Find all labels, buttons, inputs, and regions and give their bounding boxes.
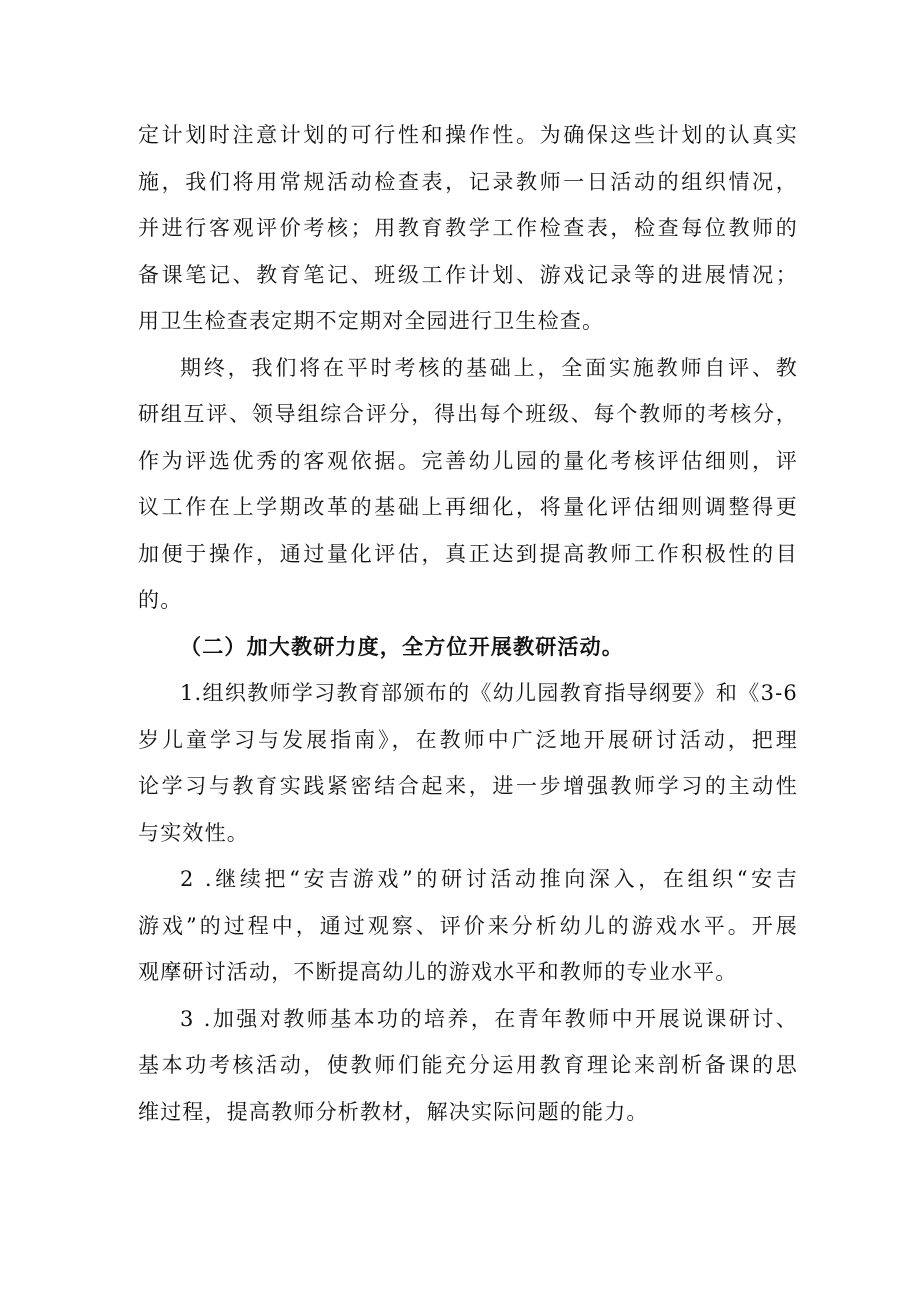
paragraph-line: 基本功考核活动，使教师们能充分运用教育理论来剖析备课的思	[138, 1053, 798, 1077]
paragraph-line: 2 .继续把“安吉游戏”的研讨活动推向深入，在组织“安吉	[180, 867, 798, 891]
paragraph-line: 观摩研讨活动，不断提高幼儿的游戏水平和教师的专业水平。	[138, 960, 738, 984]
paragraph-line: 3 .加强对教师基本功的培养，在青年教师中开展说课研讨、	[180, 1006, 798, 1031]
paragraph-line: 备课笔记、教育笔记、班级工作计划、游戏记录等的进展情况；	[138, 262, 798, 287]
paragraph-line: 论学习与教育实践紧密结合起来，进一步增强教师学习的主动性	[138, 774, 798, 798]
paragraph-line: 期终，我们将在平时考核的基础上，全面实施教师自评、教	[180, 355, 798, 380]
paragraph-line: 游戏”的过程中，通过观察、评价来分析幼儿的游戏水平。开展	[138, 913, 798, 938]
paragraph-line: 作为评选优秀的客观依据。完善幼儿园的量化考核评估细则，评	[138, 448, 798, 473]
paragraph-line: 研组互评、领导组综合评分，得出每个班级、每个教师的考核分，	[138, 402, 798, 426]
paragraph-line: 并进行客观评价考核；用教育教学工作检查表，检查每位教师的	[138, 216, 798, 240]
paragraph-line: 维过程，提高教师分析教材，解决实际问题的能力。	[138, 1099, 649, 1124]
section-heading: （二）加大教研力度，全方位开展教研活动。	[180, 633, 624, 659]
paragraph-line: 岁儿童学习与发展指南》，在教师中广泛地开展研讨活动，把理	[138, 727, 798, 752]
paragraph-line: 议工作在上学期改革的基础上再细化，将量化评估细则调整得更	[138, 495, 798, 519]
paragraph-line: 的。	[138, 588, 183, 612]
paragraph-line: 与实效性。	[138, 820, 249, 845]
paragraph-line: 1.组织教师学习教育部颁布的《幼儿园教育指导纲要》和《3-6	[180, 681, 798, 705]
paragraph-line: 用卫生检查表定期不定期对全园进行卫生检查。	[138, 309, 605, 333]
document-body	[138, 112, 798, 1135]
paragraph-line: 定计划时注意计划的可行性和操作性。为确保这些计划的认真实	[138, 123, 798, 147]
paragraph-line: 加便于操作，通过量化评估，真正达到提高教师工作积极性的目	[138, 541, 798, 566]
paragraph-line: 施，我们将用常规活动检查表，记录教师一日活动的组织情况，	[138, 169, 798, 194]
